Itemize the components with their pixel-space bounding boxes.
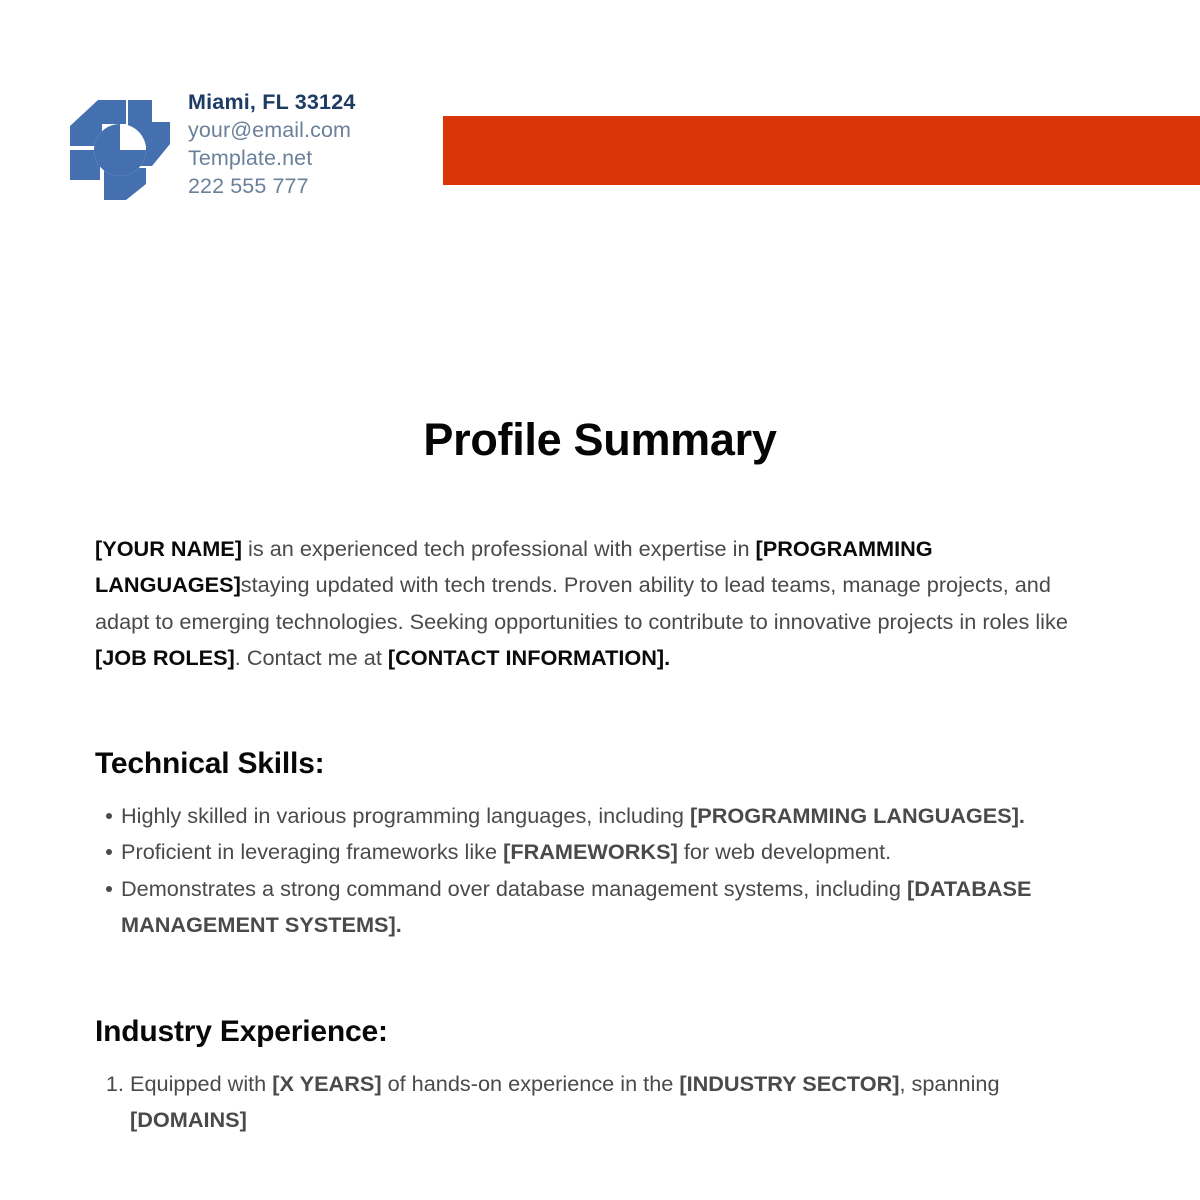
contact-block [188,88,356,201]
page-title: Profile Summary [423,414,777,465]
content-area [95,531,1075,1139]
intro-paragraph: [YOUR NAME] is an experienced tech professional with expertise in [PROGRAMMING LANGUAGES]staying updated with tech trends. Proven ability to lead teams, manage projects, and adapt to emerging technologies. Seeking opportunities to contribute to innovative projects in roles like [JOB ROLES]. Contact me at [CONTACT INFORMATION]. [95,536,1068,671]
template-logo-icon [68,98,172,202]
list-item: Highly skilled in various programming languages, including [PROGRAMMING LANGUAGES]. [121,798,1075,834]
contact-phone: 222 555 777 [188,174,309,199]
contact-website[interactable]: Template.net [188,146,313,171]
list-item: 1. Equipped with [X YEARS] of hands-on experience in the [INDUSTRY SECTOR], spanning [DOMAINS] [130,1066,1075,1139]
industry-experience-list [95,1066,1075,1139]
contact-location: Miami, FL 33124 [188,90,356,114]
contact-email[interactable]: your@email.com [188,118,352,143]
header-accent-bar [443,116,1200,185]
document-header [0,0,1200,230]
section-heading-industry-experience: Industry Experience: [95,1014,388,1048]
list-item: Demonstrates a strong command over database management systems, including [DATABASE MANAGEMENT SYSTEMS]. [121,871,1075,944]
section-heading-technical-skills: Technical Skills: [95,746,325,780]
list-item: Proficient in leveraging frameworks like [FRAMEWORKS] for web development. [121,834,1075,870]
technical-skills-list [95,798,1075,944]
